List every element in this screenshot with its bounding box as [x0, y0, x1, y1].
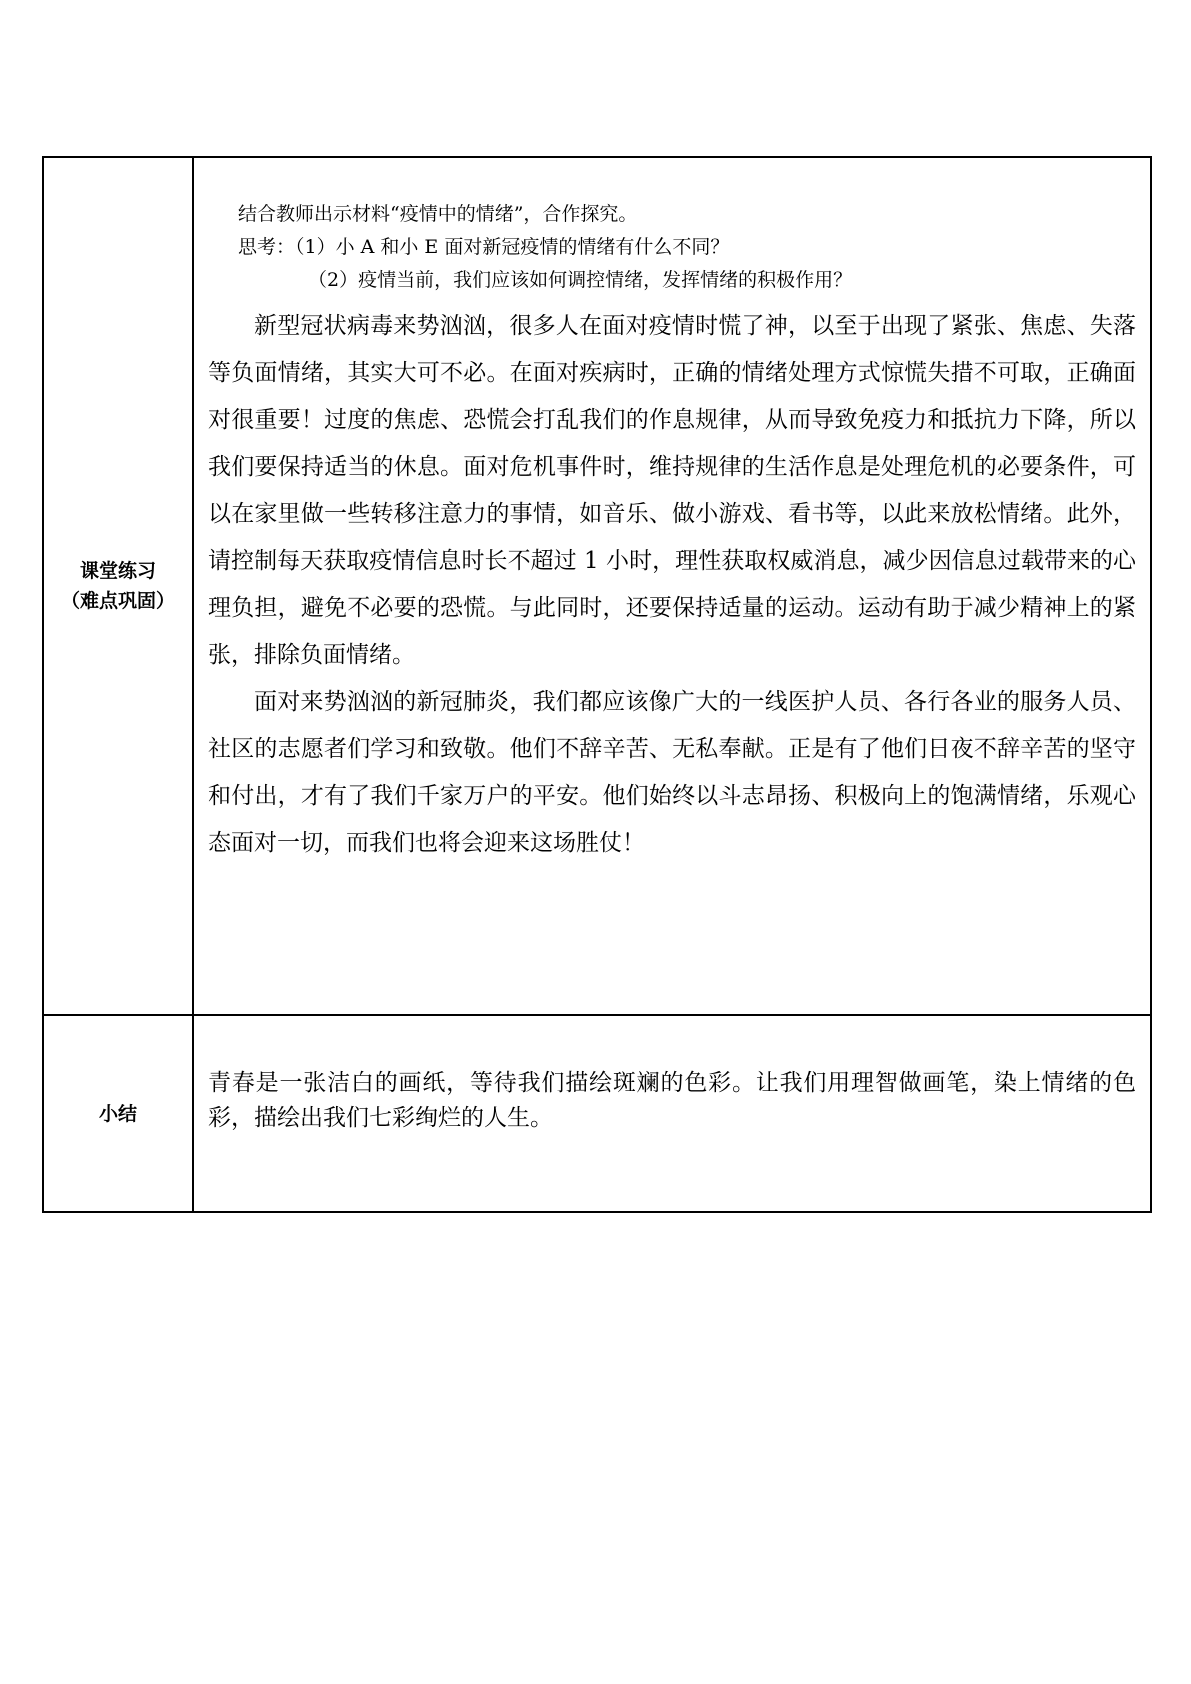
summary-text: 青春是一张洁白的画纸，等待我们描绘斑斓的色彩。让我们用理智做画笔，染上情绪的色彩，描绘出我们七彩绚烂的人生。 [208, 1070, 1136, 1131]
practice-sublabel: （难点巩固） [60, 590, 175, 612]
summary-label-cell [43, 1015, 193, 1212]
summary-label: 小结 [98, 1102, 137, 1125]
summary-row [43, 1015, 1151, 1212]
summary-content-cell [193, 1015, 1151, 1212]
practice-content-cell [193, 157, 1151, 1015]
practice-row [43, 157, 1151, 1015]
question-1: 思考：（1）小 A 和小 E 面对新冠疫情的情绪有什么不同？ [238, 236, 730, 258]
practice-label: 课堂练习 [79, 560, 156, 582]
practice-label-cell [43, 157, 193, 1015]
answer-paragraph-2: 面对来势汹汹的新冠肺炎，我们都应该像广大的一线医护人员、各行各业的服务人员、社区的志愿者们学习和致敬。他们不辞辛苦、无私奉献。正是有了他们日夜不辞辛苦的坚守和付出，才有了我们千家万户的平安。他们始终以斗志昂扬、积极向上的饱满情绪，乐观心态面对一切，而我们也将会迎来这场胜仗！ [208, 689, 1136, 856]
answer-paragraph-1: 新型冠状病毒来势汹汹，很多人在面对疫情时慌了神，以至于出现了紧张、焦虑、失落等负面情绪，其实大可不必。在面对疾病时，正确的情绪处理方式惊慌失措不可取，正确面对很重要！过度的焦虑、恐慌会打乱我们的作息规律，从而导致免疫力和抵抗力下降，所以我们要保持适当的休息。面对危机事件时，维持规律的生活作息是处理危机的必要条件，可以在家里做一些转移注意力的事情，如音乐、做小游戏、看书等，以此来放松情绪。此外，请控制每天获取疫情信息时长不超过 1 小时，理性获取权威消息，减少因信息过载带来的心理负担，避免不必要的恐慌。与此同时，还要保持适量的运动。运动有助于减少精神上的紧张，排除负面情绪。 [208, 313, 1136, 668]
lesson-table [42, 156, 1152, 1213]
question-2: （2）疫情当前，我们应该如何调控情绪，发挥情绪的积极作用？ [308, 269, 853, 291]
intro-line: 结合教师出示材料“疫情中的情绪”，合作探究。 [238, 203, 638, 225]
